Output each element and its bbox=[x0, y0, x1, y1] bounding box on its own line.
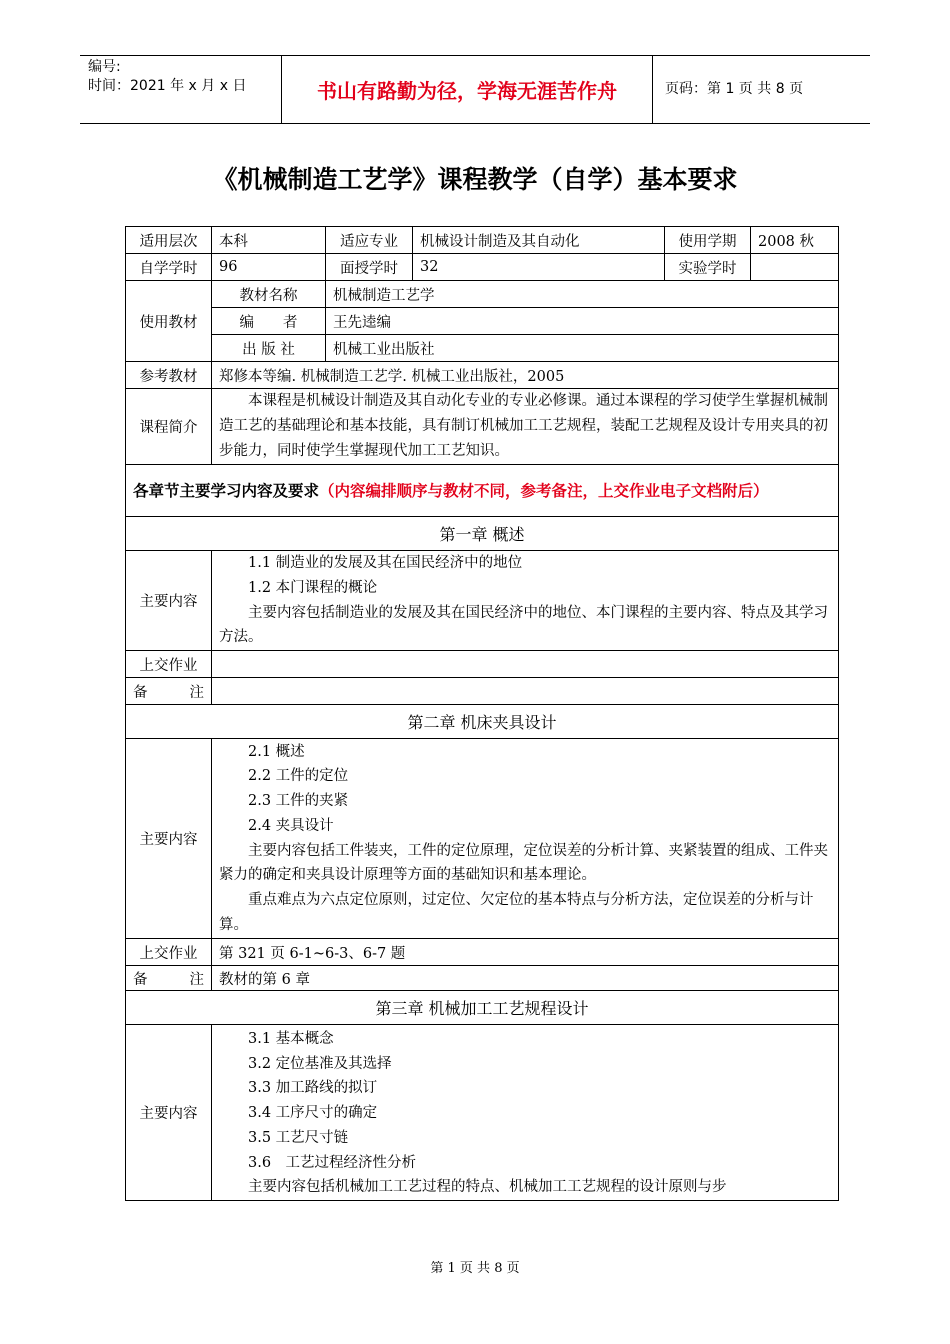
major-label: 适应专业 bbox=[326, 227, 413, 254]
chapter-1-homework bbox=[212, 651, 839, 678]
table-row bbox=[126, 389, 839, 465]
textbook-label: 使用教材 bbox=[126, 281, 212, 362]
editor-value: 王先逵编 bbox=[326, 308, 839, 335]
textbook-name-label: 教材名称 bbox=[212, 281, 326, 308]
chapter-2-title: 第二章 机床夹具设计 bbox=[126, 705, 839, 739]
table-row bbox=[126, 308, 839, 335]
chapter-1-title: 第一章 概述 bbox=[126, 517, 839, 551]
chapter-1-homework-label: 上交作业 bbox=[126, 651, 212, 678]
chapter-2-homework: 第 321 页 6-1~6-3、6-7 题 bbox=[212, 939, 839, 966]
reference-value: 郑修本等编. 机械制造工艺学. 机械工业出版社，2005 bbox=[212, 362, 839, 389]
page-code: 页码：第 1 页 共 8 页 bbox=[665, 81, 804, 97]
chapter-1-remark bbox=[212, 678, 839, 705]
list-item: 3.3 加工路线的拟订 bbox=[248, 1080, 378, 1097]
chapter-2-summary: 主要内容包括工件装夹，工件的定位原理，定位误差的分析计算、夹紧装置的组成、工件夹紧力的确定和夹具设计原理等方面的基础知识和基本理论。 bbox=[219, 842, 828, 884]
page-footer: 第 1 页 共 8 页 bbox=[430, 1261, 520, 1276]
table-row bbox=[126, 254, 839, 281]
chapter-1-summary: 主要内容包括制造业的发展及其在国民经济中的地位、本门课程的主要内容、特点及其学习方法。 bbox=[219, 604, 828, 646]
publisher-label: 出 版 社 bbox=[212, 335, 326, 362]
lecture-hours-value: 32 bbox=[413, 254, 665, 281]
list-item: 3.6 工艺过程经济性分析 bbox=[248, 1154, 417, 1171]
publisher-value: 机械工业出版社 bbox=[326, 335, 839, 362]
intro-value: 本课程是机械设计制造及其自动化专业的专业必修课。通过本课程的学习使学生掌握机械制造工艺的基础理论和基本技能，具有制订机械加工工艺规程，装配工艺规程及设计专用夹具的初步能力，同时使学生掌握现代加工工艺知识。 bbox=[212, 389, 839, 465]
list-item: 3.1 基本概念 bbox=[248, 1031, 334, 1048]
reference-label: 参考教材 bbox=[126, 362, 212, 389]
table-row bbox=[126, 465, 839, 517]
document-header bbox=[80, 55, 870, 124]
list-item: 3.2 定位基准及其选择 bbox=[248, 1055, 392, 1072]
lab-hours-value bbox=[751, 254, 839, 281]
list-item: 2.3 工件的夹紧 bbox=[248, 793, 349, 810]
list-item: 2.2 工件的定位 bbox=[248, 768, 349, 785]
section-heading-main: 各章节主要学习内容及要求 bbox=[133, 480, 320, 500]
table-row bbox=[126, 991, 839, 1025]
number-label: 编号: bbox=[88, 59, 121, 75]
chapter-3-content bbox=[212, 1025, 839, 1201]
self-hours-label: 自学学时 bbox=[126, 254, 212, 281]
level-value: 本科 bbox=[212, 227, 326, 254]
chapter-2-content bbox=[212, 739, 839, 939]
table-row bbox=[126, 739, 839, 939]
chapter-3-summary: 主要内容包括机械加工工艺过程的特点、机械加工工艺规程的设计原则与步 bbox=[248, 1179, 727, 1196]
textbook-name-value: 机械制造工艺学 bbox=[326, 281, 839, 308]
course-requirements-table bbox=[125, 226, 839, 1201]
motto: 书山有路勤为径，学海无涯苦作舟 bbox=[281, 56, 653, 123]
list-item: 2.1 概述 bbox=[248, 743, 305, 760]
section-heading-note: （内容编排顺序与教材不同，参考备注，上交作业电子文档附后） bbox=[319, 480, 769, 500]
table-row bbox=[126, 1025, 839, 1201]
time-label: 时间：2021 年 x 月 x 日 bbox=[88, 78, 247, 94]
list-item: 3.4 工序尺寸的确定 bbox=[248, 1105, 378, 1122]
chapter-1-content-label: 主要内容 bbox=[126, 551, 212, 651]
chapter-2-difficulty: 重点难点为六点定位原则，过定位、欠定位的基本特点与分析方法，定位误差的分析与计算。 bbox=[219, 891, 814, 933]
chapter-2-homework-label: 上交作业 bbox=[126, 939, 212, 966]
chapter-1-content bbox=[212, 551, 839, 651]
chapter-3-content-label: 主要内容 bbox=[126, 1025, 212, 1201]
table-row bbox=[126, 651, 839, 678]
table-row bbox=[126, 335, 839, 362]
list-item: 1.1 制造业的发展及其在国民经济中的地位 bbox=[248, 555, 523, 572]
level-label: 适用层次 bbox=[126, 227, 212, 254]
document-title: 《机械制造工艺学》课程教学（自学）基本要求 bbox=[212, 165, 738, 194]
lab-hours-label: 实验学时 bbox=[665, 254, 751, 281]
table-row bbox=[126, 227, 839, 254]
table-row bbox=[126, 705, 839, 739]
intro-label: 课程简介 bbox=[126, 389, 212, 465]
term-value: 2008 秋 bbox=[751, 227, 839, 254]
term-label: 使用学期 bbox=[665, 227, 751, 254]
lecture-hours-label: 面授学时 bbox=[326, 254, 413, 281]
chapter-3-title: 第三章 机械加工工艺规程设计 bbox=[126, 991, 839, 1025]
chapter-2-remark-label: 备 注 bbox=[126, 966, 212, 991]
chapter-1-remark-label: 备 注 bbox=[126, 678, 212, 705]
section-heading bbox=[126, 465, 839, 517]
list-item: 2.4 夹具设计 bbox=[248, 817, 334, 834]
table-row bbox=[126, 939, 839, 966]
table-row bbox=[126, 966, 839, 991]
editor-label: 编 者 bbox=[212, 308, 326, 335]
chapter-2-content-label: 主要内容 bbox=[126, 739, 212, 939]
header-meta bbox=[88, 58, 246, 96]
self-hours-value: 96 bbox=[212, 254, 326, 281]
major-value: 机械设计制造及其自动化 bbox=[413, 227, 665, 254]
list-item: 3.5 工艺尺寸链 bbox=[248, 1129, 349, 1146]
table-row bbox=[126, 551, 839, 651]
table-row bbox=[126, 678, 839, 705]
chapter-2-remark: 教材的第 6 章 bbox=[212, 966, 839, 991]
table-row bbox=[126, 362, 839, 389]
list-item: 1.2 本门课程的概论 bbox=[248, 579, 378, 596]
table-row bbox=[126, 517, 839, 551]
table-row bbox=[126, 281, 839, 308]
